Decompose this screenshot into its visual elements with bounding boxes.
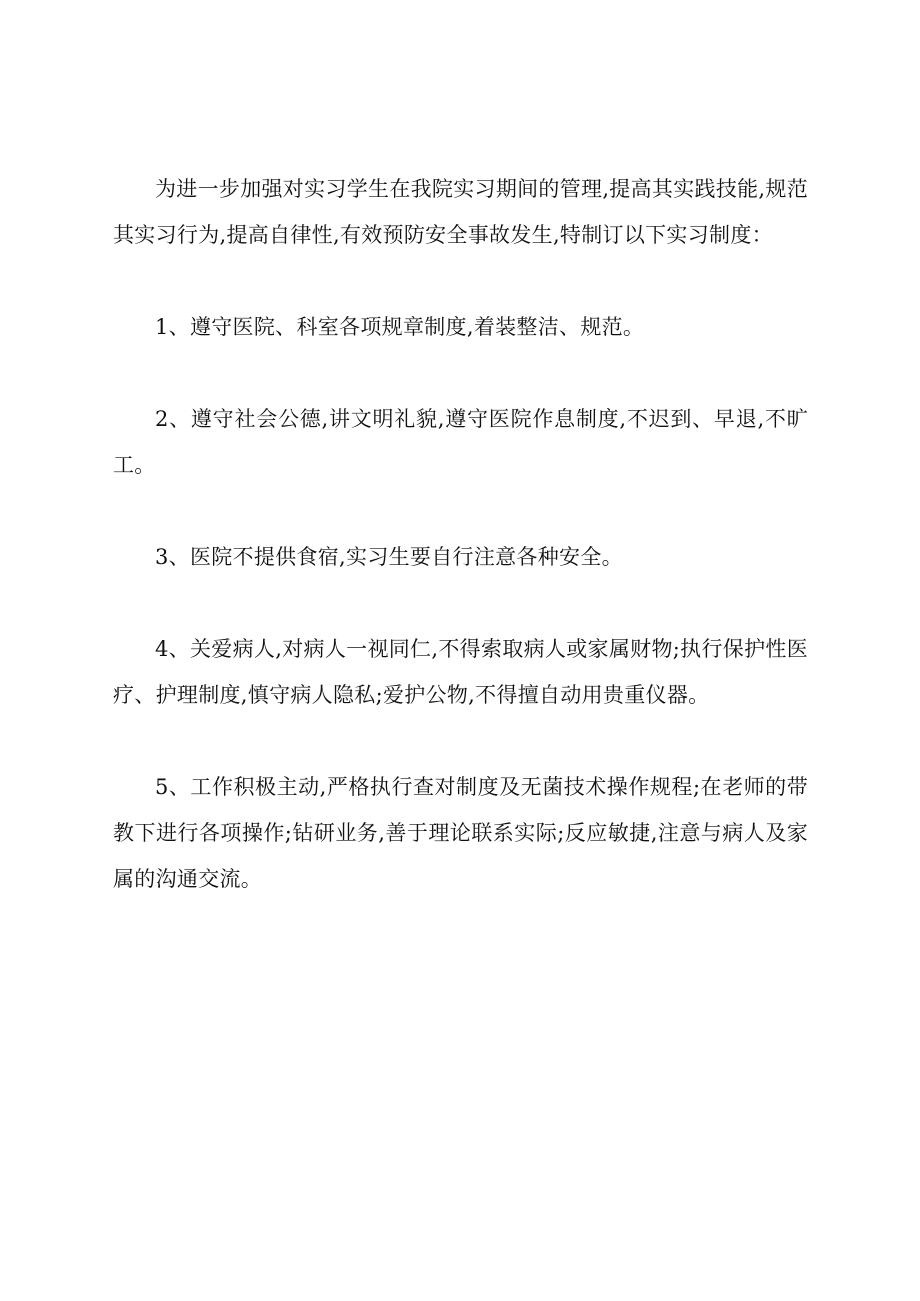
document-body bbox=[113, 166, 808, 902]
rule-item-4: 4、关爱病人,对病人一视同仁,不得索取病人或家属财物;执行保护性医疗、护理制度,慎守病人隐私;爱护公物,不得擅自动用贵重仪器。 bbox=[113, 637, 808, 707]
rule-item-1: 1、遵守医院、科室各项规章制度,着装整洁、规范。 bbox=[155, 315, 645, 339]
rule-item-2: 2、遵守社会公德,讲文明礼貌,遵守医院作息制度,不迟到、早退,不旷工。 bbox=[113, 407, 808, 477]
intro-paragraph: 为进一步加强对实习学生在我院实习期间的管理,提高其实践技能,规范其实习行为,提高自律性,有效预防安全事故发生,特制订以下实习制度： bbox=[113, 177, 808, 247]
rule-item-5: 5、工作积极主动,严格执行查对制度及无菌技术操作规程;在老师的带教下进行各项操作;钻研业务,善于理论联系实际;反应敏捷,注意与病人及家属的沟通交流。 bbox=[113, 775, 808, 891]
rule-item-3: 3、医院不提供食宿,实习生要自行注意各种安全。 bbox=[155, 545, 623, 569]
